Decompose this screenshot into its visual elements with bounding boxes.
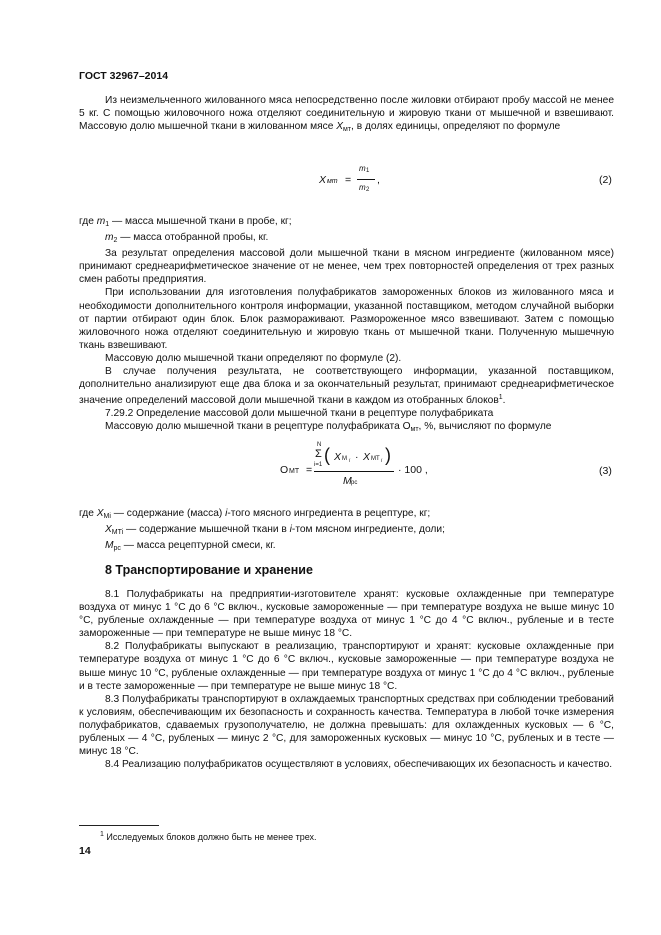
formula-3: О МТ = N Σ i=1 ( X M i · X MT i ) M рс · 100 , <box>280 442 428 487</box>
where-xmti: $X_{MTi}$ — содержание мышечной ткани в i-том мясном ингредиенте, доли; <box>105 524 445 537</box>
fraction-bar <box>314 471 394 472</box>
paragraph: За результат определения массовой доли мышечной ткани в мясном ингредиенте (жилованном мясе) принимают среднеарифметическое значение от не менее, чем трех повторностей определения от трех разных смен работы предприятия. <box>79 248 614 286</box>
where-m1: где $m_1$ — масса мышечной ткани в пробе, кг; <box>79 216 292 228</box>
paragraph: Массовую долю мышечной ткани определяют по формуле (2). <box>105 352 402 364</box>
paragraph-8-1: 8.1 Полуфабрикаты на предприятии-изготовителе хранят: кусковые охлажденные при температуре воздуха от минус 1 °С до 6 °С включ., кусковые замороженные — при температуре воздуха не выше минус 10 °С, рубленые охлажденные — при температуре воздуха от минус 1 °С до 4 °С включ., рубленые и в тесте замороженные — при температуре не выше минус 18 °С. <box>79 589 614 640</box>
where-m2: $m_2$ — масса отобранной пробы, кг. <box>105 232 269 245</box>
paragraph-8-4: 8.4 Реализацию полуфабрикатов осуществляют в условиях, обеспечивающих их безопасность и качество. <box>105 759 613 771</box>
paren-open: ( <box>324 445 330 465</box>
footnote-ref: 1 <box>498 394 503 402</box>
formula-2: X мт = m 1 m 2 , <box>319 164 380 193</box>
paragraph: При использовании для изготовления полуфабрикатов замороженных блоков из жилованного мяса и необходимости дополнительного контроля информации, указанной поставщиком, методом случайной выборки от партии отбирают один блок. Блок размораживают. Размороженное мясо взвешивают. Затем с помощью жиловочного ножа отделяют соединительную и жировую ткань от мышечной ткани. Полученную мышечную ткань взвешивают. <box>79 287 614 351</box>
paren-close: ) <box>385 445 391 465</box>
where-block-1 <box>79 215 614 437</box>
intro-block <box>79 94 614 136</box>
intro-paragraph: Из неизмельченного жилованного мяса непосредственно после жиловки отбирают пробу массой не менее 5 кг. С помощью жиловочного ножа отделяют соединительную и жировую ткани от мышечной и взвешивают. Массовую долю мышечной ткани в жилованном мясе $X_{мт}$, в долях единицы, определяют по формуле <box>79 95 614 134</box>
where-block-2 <box>79 507 614 555</box>
equation-number-2: (2) <box>599 174 612 186</box>
paragraph-8-2: 8.2 Полуфабрикаты выпускают в реализацию, транспортируют и хранят: кусковые охлажденные при температуре воздуха от минус 1 °С до 6 °С включ., кусковые замороженные — при температуре воздуха не выше минус 10 °С, рубленые охлажденные — при температуре воздуха от минус 1 °С до 4 °С включ., рубленые и в тесте замороженные — при температуре не выше минус 18 °С. <box>79 641 614 692</box>
document-header: ГОСТ 32967–2014 <box>79 70 169 82</box>
where-mrs: $M_{рс}$ — масса рецептурной смеси, кг. <box>105 540 276 553</box>
section-8-title: 8 Транспортирование и хранение <box>105 563 313 577</box>
paragraph-with-footnote: В случае получения результата, не соответствующего информации, указанной поставщиком, дополнительно анализируют еще два блока и за окончательный результат, принимают среднеарифметическое значение определений массовой доли мышечной ткани в каждом из отобранных блоков$^1$. <box>79 366 614 407</box>
fraction-bar <box>357 179 375 180</box>
footnote-separator <box>79 825 159 826</box>
equation-number-3: (3) <box>599 465 612 477</box>
page-number: 14 <box>79 845 91 857</box>
footnote: $^1$ Исследуемых блоков должно быть не менее трех. <box>100 831 317 842</box>
where-xmi: где $X_{Mi}$ — содержание (масса) i-того мясного ингредиента в рецептуре, кг; <box>79 508 431 520</box>
paragraph-omt: Массовую долю мышечной ткани в рецептуре полуфабриката $О_{мт}$, %, вычисляют по формуле <box>105 421 552 434</box>
section-8-body <box>79 588 614 771</box>
paragraph-8-3: 8.3 Полуфабрикаты транспортируют в охлаждаемых транспортных средствах при соблюдении требований к условиям, обеспечивающим их безопасность и сохранность качества. Температура в любой точке измерения полуфабрикатов, сдаваемых грузополучателю, не должна превышать: для охлажденных кусковых — 6 °С, рубленых — 4 °С, рубленых — минус 2 °С, для замороженных кусковых — минус 10 °С, рубленых и в тесте — минус 18 °С. <box>79 693 614 758</box>
section-7-29-2-title: 7.29.2 Определение массовой доли мышечной ткани в рецептуре полуфабриката <box>105 408 494 420</box>
